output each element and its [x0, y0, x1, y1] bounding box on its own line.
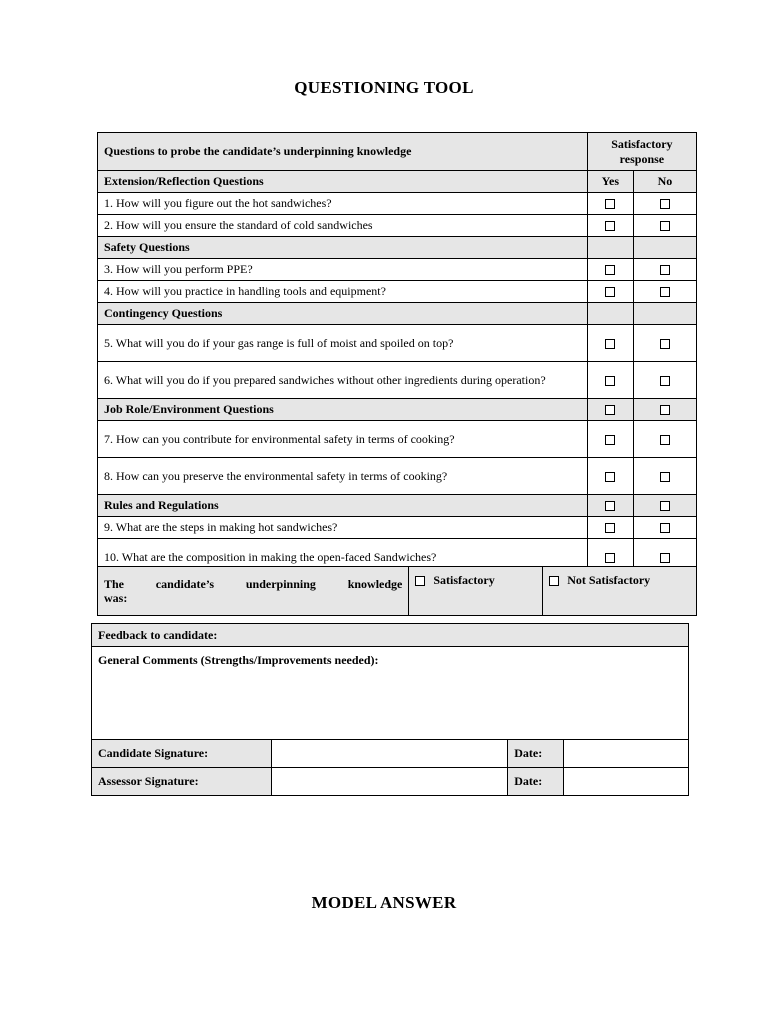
question-text: 7. How can you contribute for environmental safety in terms of cooking? [98, 421, 588, 458]
no-checkbox[interactable] [660, 405, 670, 415]
no-checkbox[interactable] [660, 339, 670, 349]
question-row [98, 421, 697, 458]
question-text: 4. How will you practice in handling tools and equipment? [98, 281, 588, 303]
section-yes-blank [587, 303, 633, 325]
question-text: 6. What will you do if you prepared sandwiches without other ingredients during operation? [98, 362, 588, 399]
yes-checkbox[interactable] [605, 405, 615, 415]
candidate-signature-field[interactable] [271, 740, 508, 768]
verdict-label [98, 567, 409, 616]
no-checkbox[interactable] [660, 221, 670, 231]
question-text: 10. What are the composition in making the open-faced Sandwiches? [98, 539, 588, 576]
yes-checkbox[interactable] [605, 199, 615, 209]
yes-cell [587, 458, 633, 495]
candidate-signature-label: Candidate Signature: [92, 740, 272, 768]
header-response-line1: Satisfactory [611, 136, 673, 151]
question-row [98, 193, 697, 215]
verdict-label-line2: was: [104, 591, 128, 605]
question-text: 5. What will you do if your gas range is full of moist and spoiled on top? [98, 325, 588, 362]
general-comments-field[interactable] [92, 647, 689, 740]
no-checkbox[interactable] [660, 501, 670, 511]
yes-checkbox[interactable] [605, 221, 615, 231]
yes-cell [587, 362, 633, 399]
no-cell [633, 458, 696, 495]
question-row [98, 458, 697, 495]
section-yes-blank [587, 237, 633, 259]
feedback-header: Feedback to candidate: [92, 624, 689, 647]
no-cell [633, 362, 696, 399]
satisfactory-label: Satisfactory [433, 573, 495, 587]
feedback-table [91, 623, 689, 796]
yes-checkbox[interactable] [605, 339, 615, 349]
no-checkbox[interactable] [660, 265, 670, 275]
section-header: Safety Questions [98, 237, 588, 259]
questioning-table [97, 132, 697, 576]
section-header: Extension/Reflection Questions [98, 171, 588, 193]
yes-cell [587, 325, 633, 362]
assessor-signature-label: Assessor Signature: [92, 768, 272, 796]
yes-cell [587, 281, 633, 303]
option-not-satisfactory[interactable] [543, 567, 697, 616]
no-cell [633, 193, 696, 215]
yes-cell [587, 215, 633, 237]
no-checkbox[interactable] [660, 523, 670, 533]
assessor-date-label: Date: [508, 768, 564, 796]
yes-cell [587, 259, 633, 281]
assessor-signature-field[interactable] [271, 768, 508, 796]
no-checkbox[interactable] [660, 435, 670, 445]
yes-checkbox[interactable] [605, 553, 615, 563]
question-text: 2. How will you ensure the standard of cold sandwiches [98, 215, 588, 237]
yes-checkbox[interactable] [605, 435, 615, 445]
yes-cell [587, 421, 633, 458]
yes-checkbox[interactable] [605, 501, 615, 511]
section-header: Job Role/Environment Questions [98, 399, 588, 421]
question-text: 8. How can you preserve the environmental safety in terms of cooking? [98, 458, 588, 495]
no-cell [633, 259, 696, 281]
question-row [98, 325, 697, 362]
question-row [98, 362, 697, 399]
section-yes-cell [587, 399, 633, 421]
satisfactory-checkbox[interactable] [415, 576, 425, 586]
yes-cell [587, 193, 633, 215]
section-header: Rules and Regulations [98, 495, 588, 517]
no-checkbox[interactable] [660, 472, 670, 482]
no-cell [633, 281, 696, 303]
no-header: No [633, 171, 696, 193]
question-row [98, 259, 697, 281]
no-checkbox[interactable] [660, 199, 670, 209]
general-comments-label: General Comments (Strengths/Improvements needed): [98, 653, 379, 667]
no-cell [633, 517, 696, 539]
yes-checkbox[interactable] [605, 265, 615, 275]
not-satisfactory-checkbox[interactable] [549, 576, 559, 586]
yes-checkbox[interactable] [605, 472, 615, 482]
section-no-blank [633, 303, 696, 325]
assessor-date-field[interactable] [564, 768, 689, 796]
no-cell [633, 325, 696, 362]
option-satisfactory[interactable] [409, 567, 543, 616]
question-row [98, 517, 697, 539]
header-satisfactory-response [587, 133, 696, 171]
no-cell [633, 421, 696, 458]
yes-checkbox[interactable] [605, 523, 615, 533]
no-checkbox[interactable] [660, 553, 670, 563]
section-yes-cell [587, 495, 633, 517]
candidate-date-label: Date: [508, 740, 564, 768]
verdict-label-line1: The candidate’s underpinning knowledge [104, 577, 403, 591]
no-checkbox[interactable] [660, 376, 670, 386]
yes-header: Yes [587, 171, 633, 193]
page-title: QUESTIONING TOOL [294, 78, 474, 97]
header-response-line2: response [619, 151, 665, 166]
yes-checkbox[interactable] [605, 376, 615, 386]
no-checkbox[interactable] [660, 287, 670, 297]
yes-cell [587, 517, 633, 539]
section-no-cell [633, 495, 696, 517]
verdict-table [97, 566, 697, 616]
yes-checkbox[interactable] [605, 287, 615, 297]
question-text: 3. How will you perform PPE? [98, 259, 588, 281]
question-row [98, 215, 697, 237]
not-satisfactory-label: Not Satisfactory [567, 573, 651, 587]
header-question: Questions to probe the candidate’s underpinning knowledge [98, 133, 588, 171]
question-text: 9. What are the steps in making hot sandwiches? [98, 517, 588, 539]
model-answer-title: MODEL ANSWER [311, 893, 457, 912]
section-no-cell [633, 399, 696, 421]
candidate-date-field[interactable] [564, 740, 689, 768]
no-cell [633, 215, 696, 237]
section-no-blank [633, 237, 696, 259]
section-header: Contingency Questions [98, 303, 588, 325]
question-text: 1. How will you figure out the hot sandwiches? [98, 193, 588, 215]
question-row [98, 281, 697, 303]
